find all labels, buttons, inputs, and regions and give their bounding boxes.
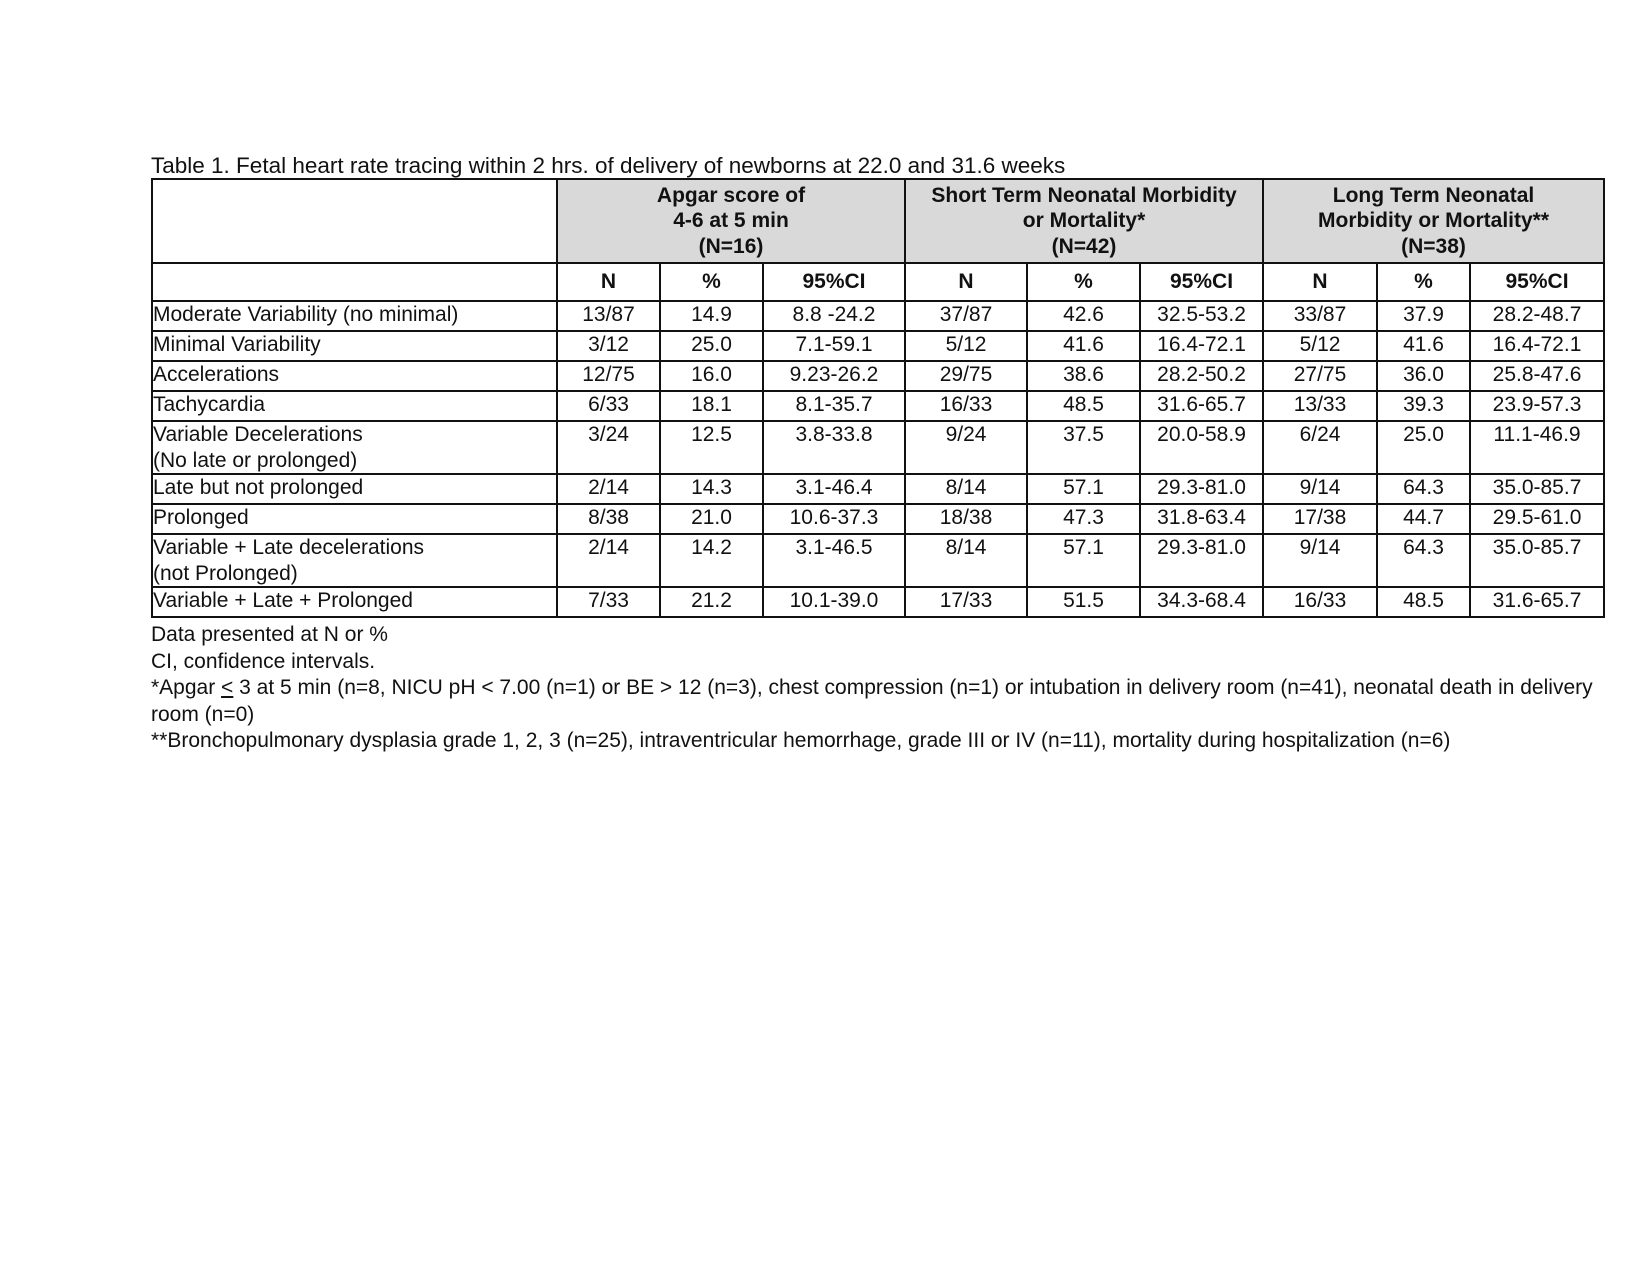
cell-apgar-n: 8/38	[557, 504, 660, 534]
note-data-presented: Data presented at N or %	[151, 623, 388, 646]
cell-apgar-ci: 3.8-33.8	[763, 421, 905, 474]
cell-apgar-ci: 8.1-35.7	[763, 391, 905, 421]
cell-apgar-n: 3/12	[557, 331, 660, 361]
group-header-apgar: Apgar score of 4-6 at 5 min (N=16)	[557, 179, 905, 263]
subheader-n: N	[905, 263, 1027, 301]
cell-short-term-percent: 51.5	[1027, 587, 1140, 617]
subheader-n: N	[557, 263, 660, 301]
cell-long-term-ci: 28.2-48.7	[1470, 301, 1604, 331]
row-label: Variable Decelerations (No late or prolonged)	[152, 421, 557, 474]
cell-long-term-n: 16/33	[1263, 587, 1377, 617]
cell-apgar-percent: 16.0	[660, 361, 763, 391]
cell-short-term-n: 9/24	[905, 421, 1027, 474]
row-label: Tachycardia	[152, 391, 557, 421]
cell-short-term-percent: 42.6	[1027, 301, 1140, 331]
cell-short-term-ci: 34.3-68.4	[1140, 587, 1263, 617]
cell-apgar-percent: 21.2	[660, 587, 763, 617]
cell-apgar-n: 2/14	[557, 534, 660, 587]
cell-apgar-ci: 3.1-46.5	[763, 534, 905, 587]
cell-short-term-percent: 41.6	[1027, 331, 1140, 361]
cell-short-term-n: 37/87	[905, 301, 1027, 331]
row-label: Minimal Variability	[152, 331, 557, 361]
header-corner-cell	[152, 179, 557, 263]
row-label: Moderate Variability (no minimal)	[152, 301, 557, 331]
cell-long-term-ci: 29.5-61.0	[1470, 504, 1604, 534]
subheader-percent: %	[1027, 263, 1140, 301]
cell-short-term-ci: 31.6-65.7	[1140, 391, 1263, 421]
cell-short-term-ci: 29.3-81.0	[1140, 534, 1263, 587]
subheader-ci: 95%CI	[763, 263, 905, 301]
cell-long-term-n: 13/33	[1263, 391, 1377, 421]
subheader-n: N	[1263, 263, 1377, 301]
cell-short-term-n: 17/33	[905, 587, 1027, 617]
cell-long-term-n: 9/14	[1263, 474, 1377, 504]
cell-apgar-percent: 14.3	[660, 474, 763, 504]
subheader-percent: %	[660, 263, 763, 301]
cell-long-term-percent: 44.7	[1377, 504, 1470, 534]
cell-short-term-n: 29/75	[905, 361, 1027, 391]
note-short-term-rest: 3 at 5 min (n=8, NICU pH < 7.00 (n=1) or BE > 12 (n=3), chest compression (n=1) or intubation in delivery room (n=41), neonatal death in delivery room (n=0)	[151, 676, 1593, 726]
group-header-row	[152, 179, 1604, 263]
note-short-term-prefix: *Apgar	[151, 676, 222, 699]
cell-apgar-n: 3/24	[557, 421, 660, 474]
less-equal-symbol: <	[221, 676, 234, 699]
cell-apgar-percent: 14.2	[660, 534, 763, 587]
cell-apgar-percent: 14.9	[660, 301, 763, 331]
subheader-row	[152, 263, 1604, 301]
cell-long-term-ci: 35.0-85.7	[1470, 534, 1604, 587]
cell-short-term-percent: 47.3	[1027, 504, 1140, 534]
cell-long-term-ci: 11.1-46.9	[1470, 421, 1604, 474]
cell-short-term-n: 8/14	[905, 474, 1027, 504]
row-label: Prolonged	[152, 504, 557, 534]
cell-apgar-percent: 12.5	[660, 421, 763, 474]
data-table	[151, 178, 1605, 618]
cell-long-term-percent: 41.6	[1377, 331, 1470, 361]
cell-short-term-n: 5/12	[905, 331, 1027, 361]
table-row	[152, 474, 1604, 504]
row-label: Variable + Late + Prolonged	[152, 587, 557, 617]
subheader-corner-cell	[152, 263, 557, 301]
cell-apgar-percent: 25.0	[660, 331, 763, 361]
table-body	[152, 301, 1604, 617]
cell-short-term-n: 16/33	[905, 391, 1027, 421]
cell-apgar-n: 13/87	[557, 301, 660, 331]
cell-short-term-percent: 48.5	[1027, 391, 1140, 421]
cell-short-term-ci: 20.0-58.9	[1140, 421, 1263, 474]
cell-long-term-n: 9/14	[1263, 534, 1377, 587]
note-long-term-definition: **Bronchopulmonary dysplasia grade 1, 2, 3 (n=25), intraventricular hemorrhage, grade III or IV (n=11), mortality during hospitalization (n=6)	[151, 729, 1451, 752]
cell-apgar-n: 2/14	[557, 474, 660, 504]
table-notes	[151, 618, 1603, 755]
cell-short-term-ci: 16.4-72.1	[1140, 331, 1263, 361]
subheader-ci: 95%CI	[1470, 263, 1604, 301]
table-row	[152, 301, 1604, 331]
table-row	[152, 391, 1604, 421]
cell-short-term-percent: 57.1	[1027, 474, 1140, 504]
cell-long-term-n: 27/75	[1263, 361, 1377, 391]
row-label: Accelerations	[152, 361, 557, 391]
cell-long-term-n: 17/38	[1263, 504, 1377, 534]
row-label: Variable + Late decelerations (not Prolonged)	[152, 534, 557, 587]
cell-long-term-ci: 23.9-57.3	[1470, 391, 1604, 421]
cell-long-term-percent: 25.0	[1377, 421, 1470, 474]
cell-short-term-ci: 29.3-81.0	[1140, 474, 1263, 504]
cell-apgar-ci: 8.8 -24.2	[763, 301, 905, 331]
cell-long-term-n: 6/24	[1263, 421, 1377, 474]
cell-short-term-ci: 31.8-63.4	[1140, 504, 1263, 534]
group-header-short-term: Short Term Neonatal Morbidity or Mortality* (N=42)	[905, 179, 1263, 263]
cell-short-term-percent: 37.5	[1027, 421, 1140, 474]
cell-apgar-ci: 10.6-37.3	[763, 504, 905, 534]
cell-apgar-n: 12/75	[557, 361, 660, 391]
cell-long-term-percent: 39.3	[1377, 391, 1470, 421]
subheader-percent: %	[1377, 263, 1470, 301]
cell-apgar-percent: 18.1	[660, 391, 763, 421]
cell-short-term-percent: 38.6	[1027, 361, 1140, 391]
cell-long-term-ci: 16.4-72.1	[1470, 331, 1604, 361]
cell-short-term-n: 18/38	[905, 504, 1027, 534]
cell-long-term-percent: 48.5	[1377, 587, 1470, 617]
subheader-ci: 95%CI	[1140, 263, 1263, 301]
cell-long-term-ci: 31.6-65.7	[1470, 587, 1604, 617]
table-row	[152, 504, 1604, 534]
note-short-term-definition	[151, 675, 1603, 728]
cell-apgar-ci: 9.23-26.2	[763, 361, 905, 391]
cell-long-term-percent: 64.3	[1377, 534, 1470, 587]
table-row	[152, 331, 1604, 361]
cell-apgar-n: 7/33	[557, 587, 660, 617]
table-row	[152, 534, 1604, 587]
table-caption: Table 1. Fetal heart rate tracing within 2 hrs. of delivery of newborns at 22.0 and 31.6 weeks	[151, 153, 1066, 178]
cell-short-term-ci: 28.2-50.2	[1140, 361, 1263, 391]
table-row	[152, 361, 1604, 391]
cell-long-term-ci: 25.8-47.6	[1470, 361, 1604, 391]
cell-long-term-percent: 37.9	[1377, 301, 1470, 331]
table-row	[152, 587, 1604, 617]
cell-short-term-ci: 32.5-53.2	[1140, 301, 1263, 331]
group-header-long-term: Long Term Neonatal Morbidity or Mortality** (N=38)	[1263, 179, 1604, 263]
row-label: Late but not prolonged	[152, 474, 557, 504]
table-row	[152, 421, 1604, 474]
cell-long-term-percent: 64.3	[1377, 474, 1470, 504]
cell-apgar-n: 6/33	[557, 391, 660, 421]
cell-apgar-ci: 3.1-46.4	[763, 474, 905, 504]
cell-long-term-percent: 36.0	[1377, 361, 1470, 391]
cell-short-term-n: 8/14	[905, 534, 1027, 587]
cell-apgar-ci: 10.1-39.0	[763, 587, 905, 617]
cell-long-term-ci: 35.0-85.7	[1470, 474, 1604, 504]
cell-short-term-percent: 57.1	[1027, 534, 1140, 587]
cell-long-term-n: 33/87	[1263, 301, 1377, 331]
cell-long-term-n: 5/12	[1263, 331, 1377, 361]
note-ci-definition: CI, confidence intervals.	[151, 649, 376, 673]
document	[151, 153, 1603, 755]
cell-apgar-percent: 21.0	[660, 504, 763, 534]
cell-apgar-ci: 7.1-59.1	[763, 331, 905, 361]
